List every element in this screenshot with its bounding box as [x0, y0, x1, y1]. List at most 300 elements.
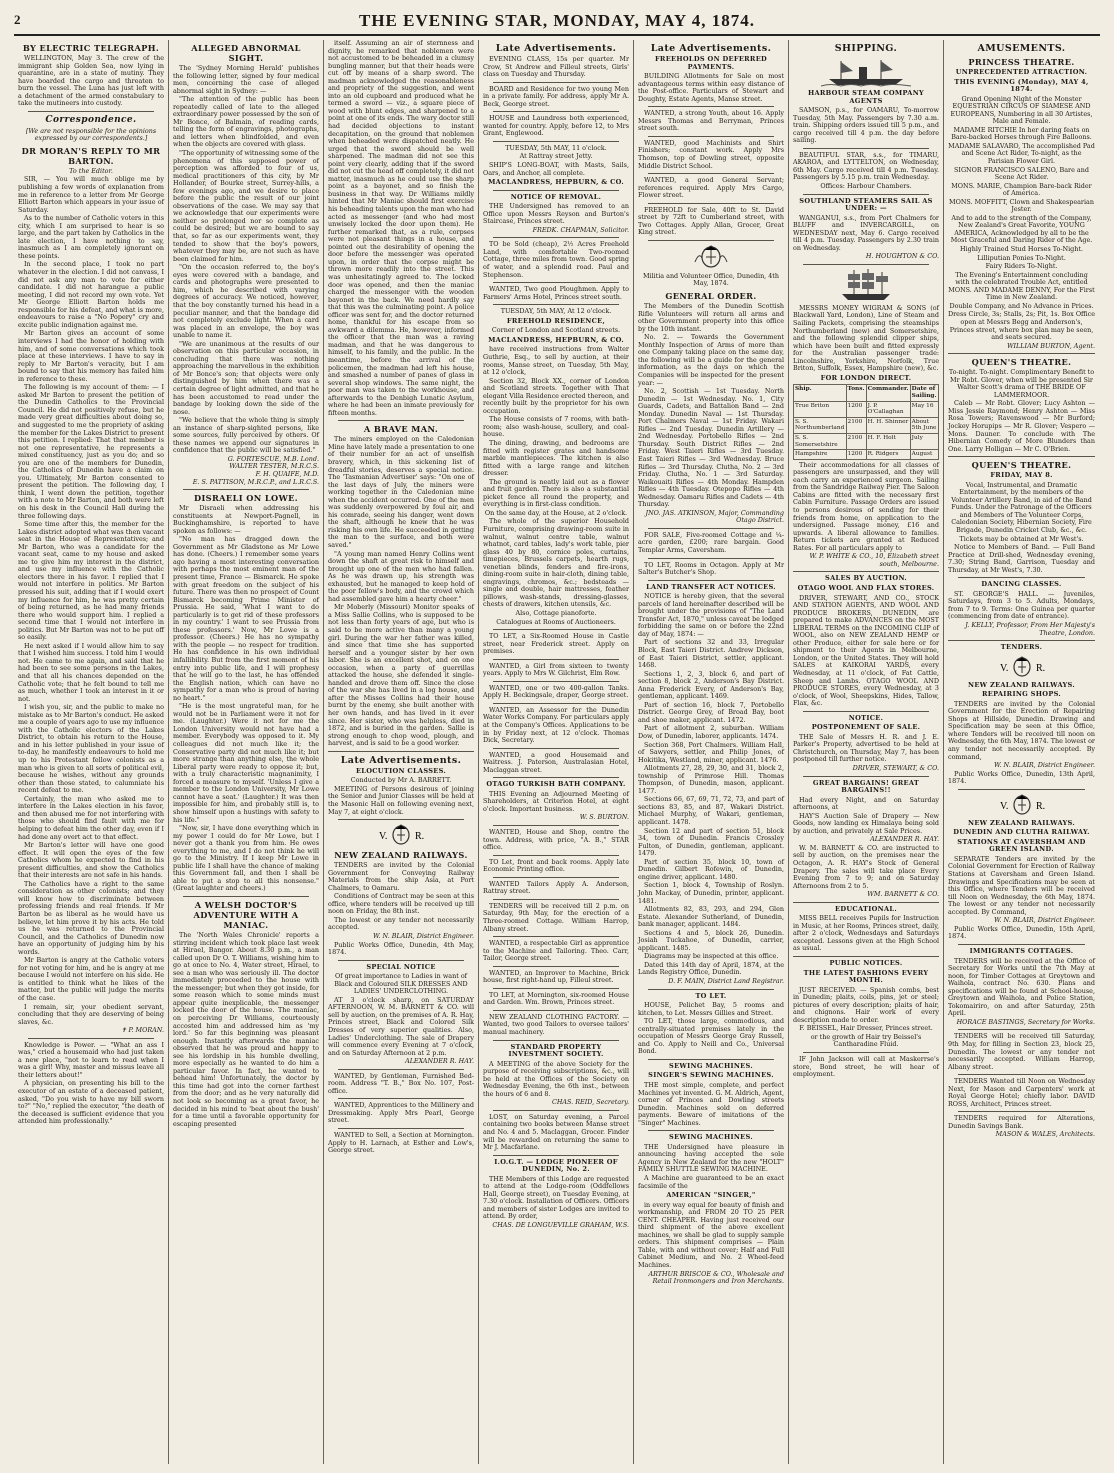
- divider: [493, 141, 619, 142]
- classified-ad: WANTED, one or two 400-gallon Tanks. Apply H. Beckingsale, draper, George street.: [483, 683, 629, 700]
- deferred-heading: FREEHOLDS ON DEFERRED PAYMENTS.: [654, 55, 768, 71]
- classified-ad: TO LET, those large, commodious, and centrally-situated premises lately in the occupation of Messrs George Gray Russell, and Co. Apply to Neill and Co., Universal Bond.: [638, 1017, 784, 1056]
- singer-heading: SINGER'S SEWING MACHINES.: [648, 1071, 774, 1080]
- classified-ad: WANTED Tailors Apply A. Anderson, Rattray street.: [483, 879, 629, 896]
- column-6: [789, 40, 944, 1464]
- london-heading: FOR LONDON DIRECT.: [820, 373, 912, 382]
- freehold-paragraph: have received instructions from Walter Guthrie, Esq., to sell by auction, at their rooms, Manse street, on Tuesday, 5th May, at 12 o'clock,: [483, 345, 629, 377]
- divider: [493, 777, 619, 778]
- land-paragraph: Sections 66, 67, 69, 71, 72, 73, and part of sections 83, 85, and 87, Wakari District. Michael Murphy, of Wakari, gentleman, applicant. 1478.: [638, 795, 784, 827]
- divider: [948, 640, 1095, 641]
- divider: [948, 353, 1095, 354]
- divider: [338, 420, 464, 421]
- divider: [493, 899, 619, 900]
- table-cell: July: [910, 433, 938, 449]
- artiste-item: MONS. MOFFITT, Clown and Shakespearian Jester.: [949, 197, 1094, 214]
- land-paragraph: Part of sections 32 and 33, Irregular Block, East Taieri District. Andrew Dickson, of East Taieri District, settler, applicant. 1468.: [638, 638, 784, 670]
- barnett-signature: WM. BARNETT & CO.: [867, 890, 939, 899]
- letter-signature: ✝ P. MORAN.: [121, 1026, 164, 1035]
- divider: [958, 944, 1085, 945]
- divider: [338, 819, 464, 820]
- newspaper-title: THE EVENING STAR, MONDAY, MAY 4, 1874.: [359, 11, 755, 30]
- letter-paragraph: As to the number of Catholic voters in this city, which I am surprised to hear is so large, and the part taken by Catholics in the late election, I have nothing to say, inasmuch as I am completely ignorant on these points.: [18, 214, 164, 260]
- elocution-by: Conducted by Mr A. BARRETT.: [350, 776, 452, 785]
- letter-paragraph: Mr Barton's letter will have one good effect. It will open the eyes of the few Catholics whom he expected to find in his present difficulties, and show the Catholics that their interests are not safe in his hands.: [18, 841, 164, 880]
- letter-paragraph: He next asked if I would allow him to say that I wished him success. I told him I would not. He came to me again, and said that he had been to see some persons in the Lakes, and that all his chances depended on the Catholic vote; that he felt bound to tell me as much, whether I took an interest in it or not.: [18, 641, 164, 703]
- letter-paragraph: I remain, sir, your obedient servant, concluding that they are deserving of being slaves, &c.: [18, 1002, 164, 1026]
- auctioneer-name: MACLANDRESS, HEPBURN, & CO.: [488, 178, 624, 187]
- singer-ad: THE most simple, complete, and perfect Machines yet invented. G. M. Aldrich, Agent, corner of Princes and Dowling streets Dunedin. Machines sold on deferred payments. Beware of imitations of the "Singer" Machines.: [638, 1080, 784, 1127]
- classified-ad: WANTED, a good Housemaid and Waitress. J. Paterson, Australasian Hotel, Maclaggan street.: [483, 750, 629, 774]
- crest-r: R.: [1035, 800, 1045, 812]
- classified-ad: TO be Sold (cheap), 2½ Acres Freehold Land, with comfortable Two-roomed Cottage, three miles from town. Good spring of water, and a splendid road. Paul and Stephenson.: [483, 240, 629, 279]
- letter-paragraph: The following is my account of them: — I asked Mr Barton to present the petition of the Dunedin Catholics to the Provincial Council. He did not positively refuse, but he made very great difficulties about doing so, and suggested to me the propriety of asking the member for the Lakes District to present this petition. I replied: That that member is not one representative, he represents a mixed constituency, just as you do; and so you are one of the members for Dunedin, the Catholics of Dunedin have a claim on you. Ultimately, Mr Barton consented to present the petition. The following day, I think, I went down the petition, together with a note to Mr Barton, and both were left on his desk in the Council Hall during the three following days.: [18, 383, 164, 520]
- auctioneer-name: MACLANDRESS, HEPBURN, & CO.: [488, 335, 624, 344]
- classified-ad: WANTED, House and Shop, centre the town. Address, with price, "A. B.," STAR office.: [483, 828, 629, 852]
- militia-office: Militia and Volunteer Office, Dunedin, 4th May, 1874.: [643, 271, 779, 288]
- land-paragraph: NOTICE is hereby given, that the several parcels of land hereinafter described will be brought under the provisions of "The Land Transfer Act, 1870," unless caveat be lodged forbidding the same on or before the 22nd day of May, 1874: —: [638, 592, 784, 638]
- divider: [948, 456, 1095, 457]
- table-row: [794, 417, 939, 433]
- public-notices-heading: PUBLIC NOTICES.: [829, 959, 903, 968]
- divider: [803, 194, 929, 195]
- sales-heading: SALES BY AUCTION.: [825, 574, 907, 583]
- classified-ad: EVENING CLASS, 15s per quarter. Mr Crow, St Andrew and Filleul streets, Girls' class on Tuesday and Thursday.: [483, 55, 629, 79]
- divider: [338, 1069, 464, 1070]
- classified-ad: WANTED, an Improver to Machine, Brick house, first right-hand up, Filleul street.: [483, 968, 629, 985]
- welsh-paragraph: The 'North Wales Chronicle' reports a stirring incident which took place last week at Hirael, Bangor. About 8.30 p.m., a man called upon Dr O. T. Williams, wishing him to go at once to No. 4, Water street, Hirael, to see a man who was seriously ill. The doctor immediately proceeded to the house with the messenger; but when they got inside, for some reason which to some minds must appear quite inexplicable, the messenger locked the door of the house. The maniac, on perceiving Dr Williams, courteously accosted him and addressed him as 'my lord.' So far this beginning was pleasant enough. Instantly afterwards the maniac observed that he was proud and happy to see his lordship in his humble dwelling, more especially as he wanted to do him a particular favor. In fact, he wanted to behead him! Unfortunately, the doctor by this time had got into the corner farthest from the door; and as he very naturally did not look so becoming as a great favor, he decided in his mind to 'beat about the bush' for a time until a favorable opportunity for escaping presented: [173, 930, 319, 1128]
- ships-table-header: [794, 385, 939, 401]
- classified-ad: WANTED, a Girl from sixteen to twenty years. Apply to Mrs W. Gilchrist, Elm Row.: [483, 661, 629, 678]
- letter-paragraph: Mr Barton is angry at the Catholic voters for not voting for him, and he is angry at me because I would not interfere on his side. He is entitled to think what he likes of the matter, but the public will judge the merits of the case.: [18, 956, 164, 1002]
- column-header: Commander.: [866, 385, 910, 401]
- disraeli-paragraph: "Now, sir, I have done everything which in my power I could do for Mr Lowe, but I never got a thank you from him. He owes everything to me, and I do not think he will go to the Ministry. If I keep Mr Lowe in public life I shall have the chance of making this Government fall, and then I shall be able to put a stop to all this nonsense." (Great laughter and cheers.): [173, 824, 319, 893]
- divider: [493, 703, 619, 704]
- crest-v: V.: [379, 831, 388, 843]
- knowledge-item: Knowledge is Power. — "What an ass I was," cried a housemaid who had just taken a new place, "not to learn to read when I was a girl! Why, master and missus leave all their letters about!": [18, 1040, 164, 1079]
- accommodation-text: Their accommodations for all classes of passengers are unsurpassed, and they will each carry an experienced surgeon. Sailing from the Sandridge Railway Pier. The Saloon Cabins are fitted with the necessary first Cabin Furniture. Passage Orders are issued to persons desirous of sending for their friends from home, on application to the undersigned. Passage money, £16 and upwards. A liberal allowance to families. Return tickets are granted at Reduced Rates. For all particulars apply to: [793, 460, 939, 552]
- bargains-text: Had every Night, and on Saturday afternoons, at: [793, 795, 939, 812]
- royal-crest-icon: [377, 823, 425, 847]
- divider: [493, 1010, 619, 1011]
- divider: [493, 190, 619, 191]
- column-header: Tons.: [846, 385, 866, 401]
- sailing-ship-icon: [836, 268, 896, 302]
- columns: [14, 40, 1100, 1464]
- table-cell: 1200: [846, 450, 866, 460]
- divider: [803, 148, 929, 149]
- divider: [493, 877, 619, 878]
- telegraph-heading: BY ELECTRIC TELEGRAPH.: [22, 43, 160, 53]
- railways-paragraph: The lowest or any tender not necessarily accepted.: [328, 915, 474, 932]
- wool-heading: OTAGO WOOL AND FLAX STORES.: [797, 583, 935, 592]
- divider: [493, 988, 619, 989]
- deferred-ad: BUILDING Allotments for Sale on most advantageous terms within easy distance of the Post-office. Particulars of Stewart and Doughty, Estate Agents, Manse street.: [638, 72, 784, 103]
- classified-ad: TO LET, a Six-Roomed House in Castle street, near Frederick street. Apply on premises.: [483, 632, 629, 656]
- table-row: [794, 450, 939, 460]
- divider: [648, 580, 774, 581]
- telegraph-item: WELLINGTON, May 3. The crew of the immigrant ship Golden Sea, now lying in quarantine, are in a state of mutiny. They have boarded the cargo and threaten to burn the vessel. The Luna has just left with a detachment of the armed constabulary to take the mutineers into custody.: [18, 54, 164, 108]
- standard-heading: STANDARD PROPERTY INVESTMENT SOCIETY.: [508, 1042, 604, 1059]
- disraeli-paragraph: "No man has dragged down the Government as Mr Gladstone as Mr Lowe has done. (Cheers.) I remember some years ago having a most interesting conversation with perhaps the most eminent man of the present time, France — Bismarck. He spoke with great freedom on the subject of his future. There was then no prospect of Count Bismarck becoming Prime Minister of Prussia. He said, 'What I want to do particularly is to get rid of these professors in my country.' I want to see Prussia from these professors.' Now, Mr Lowe is a professor. (Cheers.) He has no sympathy with the people — no respect for tradition. He has confidence in his own individual infallibility. But from the first moment of his entry into public life, and I will prophesy that he will go to the last, he has offended the English nation, which can have no sympathy for a man who is proud of having no heart.": [173, 535, 319, 702]
- dancing-heading: DANCING CLASSES.: [981, 580, 1062, 589]
- classified-ad: WANTED to Sell, a Section at Mornington. Apply to H. Larnach, at Esther and Low's, George street.: [328, 1131, 474, 1155]
- brave-paragraph: "A young man named Henry Collins went down the shaft at great risk to himself and brought up one of the men who had fallen. As he was drawn up, his strength was exhausted, but he managed to keep hold of the poor fellow's body, and the crowd which had assembled gave him a hearty cheer.": [328, 549, 474, 603]
- classified-ad: FOR SALE, Five-roomed Cottage and ¼-acre garden, £200; rare bargain. Good Templar Arms, Caversham.: [638, 530, 784, 554]
- masthead: [14, 8, 1100, 36]
- letter-paragraph: Certainly, the man who asked me to interfere in the Lakes election in his favor, and then abused me for not interfering with those who should find fault with me for helping to defeat him the other day, even if I had done any overt act to that effect.: [18, 794, 164, 841]
- princess-theatre-heading: PRINCESS THEATRE.: [968, 57, 1075, 67]
- stations-ad: SEPARATE Tenders are invited by the Colonial Government for Erection of Railway Stations at Caversham and Green Island. Drawings and Specifications may be seen at this Office, where Tenders will be received till Noon on Wednesday, the 6th May, 1874. The lowest or any tender not necessarily accepted. By Command,: [948, 854, 1095, 916]
- crest-r: R.: [1035, 662, 1045, 674]
- artiste-item: SIGNOR FRANCISCO SALENO, Bare and Scene Act Rider.: [954, 165, 1089, 182]
- removal-signature: FREDK. CHAPMAN, Solicitor.: [532, 225, 629, 234]
- divider: [493, 1155, 619, 1156]
- money-wigram-ad: MESSRS MONEY WIGRAM & SONS (of Blackwall Yard, London), Line of Steam and Sailing Packets, comprising the steamships Northumberland (new) and Somersetshire, and the following splendid clipper ships, which have been built and fitted expressly for the Australian passenger trade: Lincolnshire, Yorkshire, Norfolk, True Briton, Suffolk, Essex, Hampshire (new), &c.: [793, 303, 939, 373]
- artiste-item: Fairy Riders To-Night.: [985, 262, 1058, 271]
- steamship-icon: [821, 57, 911, 87]
- divider: [648, 136, 774, 137]
- sight-signatures: G. FORTESCUE, M.B. Lond. WALTER TESTER, M.R.C.S. F. H. QUAIFE, M.D. E. S. PATTISON, M.R.C.P., and L.R.C.S.: [192, 454, 319, 486]
- classified-ad: TENDERS required for Alterations, Dunedin Savings Bank.: [948, 1114, 1095, 1130]
- brave-heading: A BRAVE MAN.: [363, 424, 439, 435]
- educational-ad: MISS BELL receives Pupils for Instruction in Music, at her Rooms, Princes street, daily, after 2 o'clock, Wednesdays and Saturdays excepted. Lessons given at the High School as usual.: [793, 914, 939, 953]
- crest-v: V.: [999, 800, 1008, 812]
- divider: [648, 558, 774, 559]
- divider: [493, 966, 619, 967]
- southland-heading: SOUTHLAND STEAMERS SAIL AS UNDER: —: [799, 196, 933, 213]
- divider: [328, 751, 474, 752]
- lodge-signature: CHAS. DE LONGUEVILLE GRAHAM, W.S.: [492, 1221, 629, 1229]
- disraeli-heading: DISRAELI ON LOWE.: [193, 493, 299, 504]
- auction-location: At Rattray street Jetty.: [519, 152, 593, 161]
- divider: [958, 1074, 1085, 1075]
- sight-paragraph: "The attention of the public has been repeatedly called of late to the alleged extraordinary power possessed by the son of Mr Bonce, of Balmain, of reading cards, telling the form of engravings, photographs, and letters when blindfolded, and even when the objects are covered with glass.: [173, 95, 319, 149]
- postponement-heading: POSTPONEMENT OF SALE.: [811, 723, 921, 732]
- correspondence-heading: Correspondence.: [45, 114, 137, 125]
- divider: [493, 748, 619, 749]
- stations-date: Public Works Office, Dunedin, 15th April, 1874.: [948, 924, 1095, 941]
- maniac-continued: itself. Assuming an air of sternness and dignity, he remarked that noblemen were not accustomed to be beheaded in a clumsy bungling manner, but that their heads were cut off by means of a sharp sword. The madman acknowledged the reasonableness and propriety of the suggestion, and went into an old cupboard and produced what he termed a sword — viz., a square piece of wood with blunt edges, and sharpened to a point at one of its ends. The wary doctor still had decided objections to instant decapitation, on the ground that noblemen when beheaded were dispatched neatly. He urged that the sword should be well sharpened. The madman did not see this point very clearly, adding that if the sword did not cut the head off completely, it did not matter, inasmuch as he could use the sharp point as a bayonet, and so finish the business in that way. Dr Williams mildly hinted that Mr Maniac should first exercise his beheading talents upon the man who had acted as messenger (and who had most unwisely locked the door upon them). He further remarked that, as a rule, corpses were not pleasant things in a house, and pointed out the desirability of opening the door before the messenger was operated upon, in order that the corpse might be thrown more readily into the street. This was unhesitatingly agreed to. The locked door was opened, and then the maniac charged the messenger with the wooden bayonet in the back. We need hardly say that this was the culminating point. A police officer was sent for, and the doctor returned home, thankful for his escape from so awkward a dilemma. He, however, informed the officer that the man was a raving madman, and that he was dangerous to himself, to his family, and the public. In the meantime, before the arrival of the policemen, the madman had left his house, and smashed a number of panes of glass in several shop windows. The same night, the poor man was taken to the workhouse, and afterwards to the Denbigh Lunatic Asylum, where he had been an inmate previously for fifteen months.: [328, 40, 474, 417]
- sight-paragraph: "We believe that the whole thing is simply an instance of sharp-sighted persons, like some sources, fully perceived by others. Of these names we append our signatures in confidence that the public will be satisfied.": [173, 416, 319, 455]
- repairing-date: Public Works Office, Dunedin, 13th April, 1874.: [948, 769, 1095, 786]
- divider: [183, 896, 309, 897]
- immigrants-signature: HORACE BASTINGS, Secretary for Works.: [956, 1017, 1095, 1026]
- land-paragraph: Sections 1, 2, 3, block 6, and part of section 8, block 2, Anderson's Bay District. Anna Frederick Every, of Anderson's Bay, gentleman, applicant. 1469.: [638, 669, 784, 701]
- divider: [648, 1130, 774, 1131]
- divider: [493, 681, 619, 682]
- fashions-ad: JUST RECEIVED. — Spanish combs, best in Dunedin; plaits, coils, pins, jet or steel; pictures of every description; plaits of hair, and chignons. Hair work of every description made to order.: [793, 985, 939, 1024]
- royal-crest-icon: [998, 655, 1046, 679]
- special-signature: ALEXANDER R. HAY.: [405, 1057, 474, 1066]
- freehold-sub: Corner of London and Scotland streets.: [491, 326, 621, 335]
- immigrants-ad: TENDERS will be received at the Office of Secretary for Works until the 7th May at noon, for Timber Cottages at Greytown and Waihola, contract No. 630. Plans and specifications will be found at School-house, Greytown and Waihola, and Police Station, Tokomairiro, on and after Saturday, 25th April.: [948, 956, 1095, 1018]
- table-row: [794, 433, 939, 449]
- classified-ad: WANTED, Apprentices to the Millinery and Dressmaking. Apply Mrs Pearl, George street.: [328, 1101, 474, 1125]
- sewing-heading: SEWING MACHINES.: [669, 1061, 753, 1070]
- queens-cast: Caleb — Mr Robt. Glover; Lucy Ashton — Miss Jessie Raymond; Henry Ashton — Miss Rosa Towers; Ravenswood — Mr Burford; Jockey Horupips — Mr R. Glover; Vespero — Mons. Dauner. To conclude with The Hibernian Comedy of More Blunders than One. Larry Holligan — Mr C. O'Brien.: [948, 399, 1095, 453]
- land-paragraph: Allotments 82, 83, 293, and 294, Glen Estate. Alexander Sutherland, of Dunedin, bank manager, applicant. 1484.: [638, 905, 784, 929]
- newspaper-page: [14, 8, 1100, 1466]
- land-date: Dated this 14th day of April, 1874, at the Lands Registry Office, Dunedin.: [638, 960, 784, 977]
- repairing-ad: TENDERS are invited by the Colonial Government for the Erection of Repairing Shops at Hillside, Dunedin. Drawing and Specification may be seen at this Office, where Tenders will be received till noon on Wednesday, the 6th May, 1874. The lowest or any tender not necessarily accepted. By command,: [948, 699, 1095, 761]
- divider: [793, 571, 939, 572]
- divider: [493, 237, 619, 238]
- brave-paragraph: Mr Moberly (Missouri) Monitor speaks of a Miss Sallie Collins, who is supposed to be not less than forty years of age, but who is said to be more active than many a young girl. During the war her father was killed, and since that time she has supported herself and a younger sister by her own labor. She is an excellent shot, and on one occasion, when a party of guerrillas attacked the house, she defended it single-handed and drove them off. Since the close of the war she has lived in a log house, and after the Misses Collins had their house burnt by the enemy, she built another with her own hands, and has lived in it ever since. Her sister, who was helpless, died in 1872, and is buried in the garden. Sallie is strong enough to chop wood, plough, and harvest, and is said to be a good worker.: [328, 603, 474, 748]
- clutha-heading: DUNEDIN AND CLUTHA RAILWAY.: [953, 828, 1090, 837]
- land-paragraph: Sections 4 and 5, block 26, Dunedin. Josiah Tuckahoe, of Dunedin, carrier, applicant. 1485.: [638, 928, 784, 952]
- brave-paragraph: The miners employed on the Caledonian Mine have lately made a presentation to one of their number for an act of unselfish bravery, which, in this sickening list of dreadful stories, deserves a special notice. The 'Tasmanian Advertiser' says: "On one of the last days of July, the miners were working together in the Caledonian mine when the accident occurred. One of the men was suddenly overpowered by foul air, and his comrade, seeing his danger, went down the shaft, although he knew that he was risking his own life. He succeeded in getting the man to the surface, and both were saved.": [328, 435, 474, 549]
- queens-theatre-heading: QUEEN'S THEATRE.: [971, 460, 1072, 471]
- divider: [493, 82, 619, 83]
- classified-ad: HOUSE, Pelichet Bay, 5 rooms and kitchen, to Let. Messrs Gillies and Street.: [638, 1001, 784, 1017]
- land-signature: D. F. MAIN, District Land Registrar.: [668, 976, 784, 985]
- artiste-item: MADAME SALAVARO, The accomplished Pad and Scene Act Rider, To-night, as the Parisian Flower Girl.: [948, 141, 1095, 166]
- classified-ad: WANTED, Two good Ploughmen. Apply to Farmers' Arms Hotel, Princes street south.: [483, 285, 629, 301]
- hay-ad: HAY'S Auction Sale of Drapery — New Goods, now landing ex Himalaya being sold by auction, and privately at Sale Prices.: [793, 811, 939, 835]
- classified-ad: WANTED, a good General Servant; references required. Apply Mrs Cargo, Flower street.: [638, 176, 784, 200]
- late-ads-heading: Late Advertisements.: [495, 43, 617, 54]
- auction-date: TUESDAY, 5th MAY, 11 o'clock.: [505, 143, 607, 152]
- repairing-signature: W. N. BLAIR, District Engineer.: [994, 761, 1095, 770]
- table-cell: R. Ridgers: [866, 450, 910, 460]
- divider: [493, 629, 619, 630]
- classified-ad: BOARD and Residence for two young Men in a private family. For address, apply Mr A. Beck, George street.: [483, 84, 629, 108]
- artiste-item: Highly Trained Stud Horses To-Night.: [960, 245, 1083, 254]
- fashions-heading: THE LATEST FASHIONS EVERY MONTH.: [803, 968, 929, 985]
- land-paragraph: Allotments 27, 28, 29, 30, and 31, block 2, township of Primrose Hill. Thomas Thompson, of Dunedin, mason, applicant. 1477.: [638, 764, 784, 795]
- railways-signature: W. N. BLAIR, District Engineer.: [373, 931, 474, 940]
- divider: [493, 825, 619, 826]
- classified-ad: WANTED, good Machinists and Shirt Finishers; constant work. Apply Mrs Thomson, top of Dowling street, opposite Middle District School.: [638, 138, 784, 170]
- table-cell: H. H. Shinner: [866, 417, 910, 433]
- turkish-heading: OTAGO TURKISH BATH COMPANY.: [486, 780, 626, 789]
- beissel-name: F. BEISSEL, Hair Dresser, Princes street.: [799, 1024, 933, 1033]
- table-cell: Hampshire: [794, 450, 847, 460]
- letter-heading: DR MORAN'S REPLY TO MR BARTON.: [21, 145, 161, 166]
- general-order-heading: GENERAL ORDER.: [665, 291, 757, 302]
- tenders-heading: TENDERS.: [1000, 643, 1043, 652]
- letter-to-editor: To the Editor.: [69, 166, 113, 175]
- sewing-heading: SEWING MACHINES.: [669, 1133, 753, 1142]
- classified-ad: LOST, on Saturday evening, a Parcel containing two books between Manse street and No. 4 and 5. Maclaggan, Grocer. Finder will be rewarded on returning the same to Mr J. Macfarlane.: [483, 1112, 629, 1152]
- divider: [493, 304, 619, 305]
- divider: [793, 956, 939, 957]
- column-2: [169, 40, 324, 1464]
- repairing-heading: REPAIRING SHOPS.: [981, 690, 1062, 699]
- artiste-item: MONS. MARIE, Champion Bare-back Rider of America.: [951, 181, 1092, 198]
- divider: [338, 1098, 464, 1099]
- column-4: [479, 40, 634, 1464]
- elocution-ad: MEETING of Persons desirous of joining the Senior and Junior Classes will be held at the Masonic Hall on following evening next, May 7, at eight o'clock.: [328, 784, 474, 816]
- railways-heading: NEW ZEALAND RAILWAYS.: [334, 850, 468, 861]
- table-cell: 1200: [846, 401, 866, 417]
- sight-paragraph: "On the occasion referred to, the boy's eyes were covered with a bandage, and cards and photographs were presented to him, which he described with varying degrees of accuracy. We noticed, however, that the boy constantly turned his head in a peculiar manner, and that the bandage did not completely exclude light. When a card was placed in an envelope, the boy was unable to name it.: [173, 263, 319, 340]
- letter-paragraph: In the second place, I took no part whatever in the election. I did not canvass, I did not ask any man to vote for either candidate. I did not harangue a public meeting, I did not record my own vote. Yet Mr George Elliott Barton holds me responsible for his defeat, and what is more, endeavours to raise a "No Popery" cry and excite public indignation against me.: [18, 260, 164, 329]
- divider: [803, 776, 929, 777]
- land-heading: LAND TRANSFER ACT NOTICES.: [646, 582, 776, 591]
- educational-heading: EDUCATIONAL.: [835, 904, 897, 913]
- also-item: Also, Cottage pianoforte.: [515, 609, 597, 617]
- divider: [648, 106, 774, 107]
- table-cell: About 5th June: [910, 417, 938, 433]
- lodge-heading: I.O.G.T. — LODGE PIONEER OF DUNEDIN, No. 2.: [494, 1157, 618, 1174]
- late-ads-heading: Late Advertisements.: [340, 754, 462, 766]
- land-paragraph: Diagrams may be inspected at this office.: [644, 952, 779, 961]
- artiste-item: The Evening's Entertainment concluding with the celebrated Trouble Act, entitled MONS. AND MADAME DENNY, For the First Time in New Zealand.: [948, 270, 1095, 302]
- divider: [183, 489, 309, 490]
- freehold-paragraph: The House consists of 7 rooms, with bath-room; also wash-house, scullery, and coal-house.: [483, 415, 629, 439]
- disraeli-paragraph: "He is the most ungrateful man, for he would not be in Parliament were it not for me. (Laughter.) Were it not for me the London University would not have had a member. Everybody was opposed to it. My colleagues did not much like it; the Conservative party did not much like it; but more strange than anything else, the whole Liberal party were ready to oppose it; but, with a truly characteristic magnanimity, I forced a measure to myself. 'Unless I give a member to the London University, Mr Lowe cannot have a seat.' (Laughter.) It was then impossible for him, and probably still is, to show himself upon a hustings with safety to his life.": [173, 702, 319, 824]
- ships-table: [793, 384, 939, 459]
- unprecedented: UNPRECEDENTED ATTRACTION.: [955, 68, 1088, 76]
- letter-paragraph: Mr Barton gives an account of some interviews I had the honor of holding with him, and of some conversations which took place at these interviews. I have to say in reply to Mr Barton's veracity, but I am bound to say that his memory has failed him in reference to these.: [18, 329, 164, 383]
- classified-ad: TENDERS Wanted till Noon on Wednesday Next, for Mason and Carpenters' work at Royal George Hotel; chiefly labor. DAVID ROSS, Architect, Princes street.: [948, 1077, 1095, 1108]
- column-3: [324, 40, 479, 1464]
- correspondence-note: [We are not responsible for the opinions expressed by our correspondents.]: [25, 126, 157, 143]
- offices: Offices: Harbour Chambers.: [820, 182, 912, 191]
- letter-paragraph: I wish you, sir, and the public to make no mistake as to Mr Barton's conduct. He asked me a couple of years ago to use my influence with the Catholic electors of the Lakes District, to obtain his return to the House, and in his letter published in your issue of to-day, he manifestly endeavours to hold me up to his Protestant fellow colonists as a man who is given to all sorts of political evil, because he wishes, without any grounds other than those stated, to calumniate his recent defeat to me.: [18, 703, 164, 795]
- divider: [493, 282, 619, 283]
- divider: [648, 173, 774, 174]
- furniture-list: The whole of the superior Household Furniture, comprising drawing-room suite in walnut, walnut centre table, walnut whatnot, card tables, lady's work table, pier glass 40 by 80, cornice poles, curtains, timepieces, Brussels carpets, hearth rugs, venetian blinds, fenders and fire-irons, dining-room suite in hair-cloth, dining table, engravings, chromos, &c.; bedsteads — single and double, hair mattresses, feather pillows, wash-stands, dressing-glasses, chests of drawers, kitchen utensils, &c.: [483, 517, 629, 609]
- holt-ad: A Machine are guaranteed to be an exact facsimile of the: [638, 1174, 784, 1190]
- divider: [338, 960, 464, 961]
- sight-heading: ALLEGED ABNORMAL SIGHT.: [191, 43, 301, 63]
- welsh-heading: A WELSH DOCTOR'S ADVENTURE WITH A MANIAC.: [193, 899, 299, 930]
- freehold-paragraph: Section 32, Block XX., corner of London and Scotland streets. Together with That elegant Villa Residence erected thereon, and recently built by the proprietor for his own occupation.: [483, 376, 630, 415]
- stations-heading: STATIONS AT CAVERSHAM AND GREEN ISLAND.: [957, 837, 1086, 854]
- divider: [958, 1111, 1085, 1112]
- special-notice-sub: Of great importance to Ladies in want of Black and Coloured SILK DRESSES AND LADIES' UNDERCLOTHING.: [334, 972, 468, 996]
- letter-paragraph: The Catholics have a right to the same consideration as other colonists; and they will know how to discriminate between professing friends and real friends. If Mr Barton be as liberal as he would have us believe, let him prove it by his acts. He told us he was returned to the Provincial Council, and the Catholics of Dunedin now have an opportunity of judging him by his words.: [18, 879, 164, 956]
- removal-heading: NOTICE OF REMOVAL.: [510, 192, 602, 201]
- turkish-signature: W. S. BURTON.: [579, 813, 629, 822]
- divider: [493, 1040, 619, 1041]
- freehold-paragraph: The dining, drawing, and bedrooms are fitted with register grates and handsome marble mantlepieces. The kitchen is also fitted with a large range and kitchen dresser.: [483, 438, 629, 478]
- column-7: [944, 40, 1099, 1464]
- shipping-heading: SHIPPING.: [834, 43, 898, 54]
- divider: [648, 528, 774, 529]
- bargains-heading: GREAT BARGAINS! GREAT BARGAINS!!: [812, 778, 920, 795]
- table-cell: August: [910, 450, 938, 460]
- turkish-notice: THIS Evening an Adjourned Meeting of Shareholders, at Criterion Hotel, at eight o'clock. Important business.: [483, 789, 629, 813]
- divider: [803, 711, 929, 712]
- shipping-ad: SAMSON, p.s., for OAMARU, To-morrow Tuesday, 5th May. Passengers by 7.30 a.m. train. Shipping orders issued till 5 p.m., and cargo received till 4 p.m. the day before sailing.: [793, 106, 939, 145]
- holt-ad: THE Undersigned have pleasure in announcing having accepted the sole Agency in New Zealand for the new "HOLT" FAMILY SHUTTLE SEWING MACHINE.: [638, 1142, 784, 1174]
- railways-paragraph: TENDERS are invited by the Colonial Government for Conveying Railway Materials from the ship Asia, at Port Chalmers, to Oamaru.: [328, 861, 474, 892]
- harbour-heading: HARBOUR STEAM COMPANY AGENTS: [807, 89, 925, 105]
- driver-stewart-ad: DRIVER, STEWART, AND CO., STOCK AND STATION AGENTS, AND WOOL AND PRODUCE BROKERS, DUNEDIN, are prepared to make ADVANCES on the MOST LIBERAL TERMS on the INCOMING CLIP of WOOL, also on NEW ZEALAND HEMP or other Produce, either for sale here or for shipment to their Agents in Melbourne, London, or the United States. They will hold SALES at KAIKORAI YARDS, every Wednesday, at 11 o'clock, of Fat Cattle, Sheep and Lambs. OTAGO WOOL AND PRODUCE STORES, every Wednesday, at 3 o'clock, of Wool, Sheepskins, Hides, Tallow, Flax, &c.: [793, 593, 939, 708]
- artiste-item: MADAME RITCHIE In her daring feats on Bare-backed Horses through Fire Balloons.: [951, 125, 1092, 142]
- this-evening: THIS EVENING (Monday), MAY 4, 1874.: [954, 77, 1089, 94]
- table-row: [794, 401, 939, 417]
- classified-ad: HOUSE and Laundress both experienced, wanted for country. Apply, before 12, to Mrs Grant, Englewood.: [483, 114, 629, 138]
- artiste-item: Double Company, and No Advance in Prices.: [949, 301, 1094, 310]
- table-cell: 2100: [846, 417, 866, 433]
- dancing-ad: ST. GEORGE'S HALL. — Juveniles, Saturdays, from 3 to 5. Adults, Mondays, from 7 to 9. Terms: One Guinea per quarter (commencing from date of entrance).: [948, 589, 1095, 621]
- special-notice-heading: SPECIAL NOTICE: [366, 962, 436, 971]
- classified-ad: IF John Jackson will call at Maskerrse's store, Bond street, he will hear of employment.: [793, 1055, 939, 1079]
- kelly-signature: J. KELLY, Professor, From Her Majesty's Theatre, London.: [965, 621, 1095, 637]
- crest-r: R.: [415, 831, 425, 843]
- column-header: Date of Sailing.: [910, 385, 938, 401]
- removal-notice: THE Undersigned has removed to an Office upon Messrs Reyson and Burton's Staircase, Princes street.: [483, 202, 629, 226]
- immigrants-heading: IMMIGRANTS COTTAGES.: [969, 946, 1074, 955]
- classified-ad: WANTED, a respectable Girl as apprentice to the Machine and Tailoring. Theo. Carr, Tailor, George street.: [483, 939, 629, 963]
- letter-paragraph: SIR, — You will much oblige me by publishing a few words of explanation from me in reference to a letter from Mr George Elliott Barton which appears in your issue of Saturday.: [18, 175, 164, 214]
- special-notice: AT 3 o'clock sharp, on SATURDAY AFTERNOON, W. M. BARNETT & CO. will sell by auction, on the premises of A. R. Hay, Princes street, Black and Colored Silk Dresses of very superior qualities. Also, Ladies' Underclothing. The sale of Drapery will commence every Evening at 7 o'clock, and on Saturday Afternoon at 2 p.m.: [328, 995, 474, 1057]
- barnett-ad: W. M. BARNETT & CO. are instructed to sell by auction, on the premises near the Octagon, A. R. HAY's Stock of General Drapery. The sales will take place Every Evening from 7 to 9; and on Saturday Afternoons from 2 to 5.: [793, 843, 939, 890]
- friday: FRIDAY, MAY 8.: [990, 471, 1053, 480]
- divider: [958, 789, 1085, 790]
- land-paragraph: Section 368, Port Chalmers. William Hall, of Sawyers, settler, and Philip Jones, of Hokitika, Westland, miner, applicant. 1476.: [638, 740, 784, 764]
- divider: [493, 855, 619, 856]
- divider: [28, 1038, 154, 1039]
- lodge-notice: THE Members of this Lodge are requested to attend at the Lodge-room (Oddfellows Hall, George street), on Tuesday Evening, at 7.30 o'clock. Installation of Officers. Officers and members of sister Lodges are invited to attend. By order,: [483, 1174, 629, 1221]
- divider: [338, 1128, 464, 1129]
- sight-paragraph: The 'Sydney Morning Herald' publishes the following letter, signed by four medical men, concerning the case of alleged abnormal sight in Sydney: —: [173, 64, 319, 95]
- table-cell: J. P. O'Callaghan: [866, 401, 910, 417]
- standard-signature: CHAS. REID, Secretary.: [551, 1098, 629, 1107]
- elocution-heading: ELOCUTION CLASSES.: [355, 766, 447, 775]
- classified-ad: TENDERS will be received till 2 p.m. on Saturday, 9th May, for the erection of a Three-roomed Cottage. William Harrop, Albany street.: [483, 901, 629, 933]
- divider: [493, 936, 619, 937]
- burton-signature: WILLIAM BURTON, Agent.: [1006, 341, 1095, 350]
- page-number: 2: [14, 12, 21, 27]
- grand-opening: Grand Opening Night of the Monster EQUESTRIAN CIRCUS OF SIAMESE AND EUROPEANS, Numbering in all 30 Artistes, Male and Female.: [950, 94, 1093, 126]
- sight-paragraph: "The opportunity of witnessing some of the phenomena of this supposed power of perception was afforded to four of us, medical practitioners of this city, by Mr Hollander, of Bourke street, Surrey-hills, a few evenings ago, and we desire to place before the public the result of our joint observations of the case. We may say that we acknowledge that our experiments were neither so prolonged nor so complete as could be desired; but we are bound to say that, so far as our experiments went, they tended to show that the boy's powers, whatever they may be, are not such as have been claimed for him.: [173, 149, 319, 263]
- railways-heading: NEW ZEALAND RAILWAYS.: [968, 680, 1075, 689]
- vocal-text: Vocal, Instrumental, and Dramatic Entertainment, by the members of the Volunteer Artillery Band, in aid of the Band Funds. Under the Patronage of the Officers and Members of The Volunteer Corps, Caledonian Society, Hibernian Society, Fire Brigade, Dunedin Cricket Club, &c., &c.: [951, 480, 1092, 534]
- auction-date: TUESDAY, 5th MAY, At 12 o'clock.: [500, 307, 612, 316]
- disraeli-paragraph: Mr Disraeli when addressing his constituents at Newport-Pagnell, in Buckinghamshire, is reported to have spoken as follows: —: [173, 504, 319, 535]
- divider: [648, 203, 774, 204]
- postponement-notice: THE Sale of Messrs H. R. and J. E. Parker's Property, advertised to be held at Christchurch, on Thursday, May 7, has been postponed till further notice.: [793, 732, 939, 764]
- land-paragraph: Section 12 and part of section 51, block 34, town of Dunedin. Francis Crossley Fulton, of Dunedin, gentleman, applicant. 1479.: [638, 826, 784, 858]
- freehold-heading: FREEHOLD RESIDENCE,: [506, 316, 606, 325]
- american-ad: in every way equal for beauty of finish and workmanship, and FROM 20 TO 25 PER CENT. CHEAPER. Having just received our third shipment of the above excellent machines, we shall be glad to supply sample orders. This shipment comprises — Plain Table, with and without cover; Half and Full Cabinet Medium, and No. 2 Wheel-feed Machines.: [638, 1200, 784, 1270]
- divider: [28, 111, 154, 112]
- land-paragraph: Part of section 35, block 10, town of Dunedin. Gilbert Rofewin, of Dunedin, engine driver, applicant. 1480.: [638, 857, 784, 881]
- divider: [958, 1029, 1085, 1030]
- table-cell: H. F. Holt: [866, 433, 910, 449]
- railways-paragraph: Conditions of Contract may be seen at this office, where tenders will be received up till noon on Friday, the 8th inst.: [328, 892, 474, 916]
- letter-paragraph: Some time after this, the member for the Lakes district adopted what was then vacant seat in the House of Representatives; and Mr Barton, who was a candidate for the vacant seat, came to my house and asked me to give him my interest in the district, and use my influence with the Catholic electors there in his favor. I replied that I would not interfere in politics. Mr Barton pressed his suit, adding that if I would exert my influence for him, he was pretty certain of being returned, as he had many friends there who would support him. I replied a second time that I would not interfere in politics. But Mr Barton was not to be put off so easily.: [18, 520, 164, 642]
- physician-item: A physician, on presenting his bill to the executor of an estate of a deceased patient, asked, "Do you wish to have my bill sworn to?" "No," replied the executor, "the death of the deceased is sufficient evidence that you attended him professionally.": [18, 1079, 164, 1126]
- classified-ad: FREEHOLD for Sale, 40ft to St. David street by 72ft to Cumberland street, with Two Cottages. Apply Allan, Grocer, Great King street.: [638, 205, 784, 237]
- land-paragraph: Part of section 16, block 7, Portobello District. George Grey, of Broad Bay, boot and shoe maker, applicant. 1472.: [638, 700, 784, 724]
- divider: [648, 1059, 774, 1060]
- notice-heading: NOTICE.: [848, 713, 884, 722]
- classified-ad: NEW ZEALAND CLOTHING FACTORY. — Wanted, two good Tailors to oversee tailors' manual machinery.: [483, 1012, 629, 1036]
- table-cell: S. S. Somersetshire: [794, 433, 847, 449]
- auction-item: SHIP'S LONG-BOAT, with Masts, Sails, Oars, and Anchor, all complete.: [483, 161, 629, 177]
- general-order-signature: JNO. JAS. ATKINSON, Major, Commanding Otago District.: [645, 508, 784, 525]
- divider: [493, 111, 619, 112]
- crest-v: V.: [999, 662, 1008, 674]
- divider: [958, 577, 1085, 578]
- artiste-item: Dress Circle, 3s; Stalls, 2s; Pit, 1s. Box Office open at Messrs Begg and Anderson's, Princes street, where box plan may be seen, and seats secured.: [948, 310, 1096, 342]
- divider: [493, 1110, 619, 1111]
- table-cell: May 16: [910, 401, 938, 417]
- divider: [803, 1052, 929, 1053]
- divider: [493, 659, 619, 660]
- classified-ad: TO LET, Rooms in Octagon. Apply at Mr Salter's Butcher's Shop.: [638, 560, 784, 577]
- classified-ad: TO LET, at Mornington, six-roomed House and Garden. Wm. Brown, Princes street.: [483, 990, 629, 1007]
- classified-ad: WANTED, a strong Youth, about 16. Apply Messrs Thomas and Berryman, Princes street south.: [638, 109, 784, 133]
- band-notice: Notice to Members of Band. — Full Band Practice at Drill-shed, Wednesday evening, 7.30; String Band, Garrison, Tuesday and Thursday, at Mr West's, 7.30.: [948, 543, 1095, 574]
